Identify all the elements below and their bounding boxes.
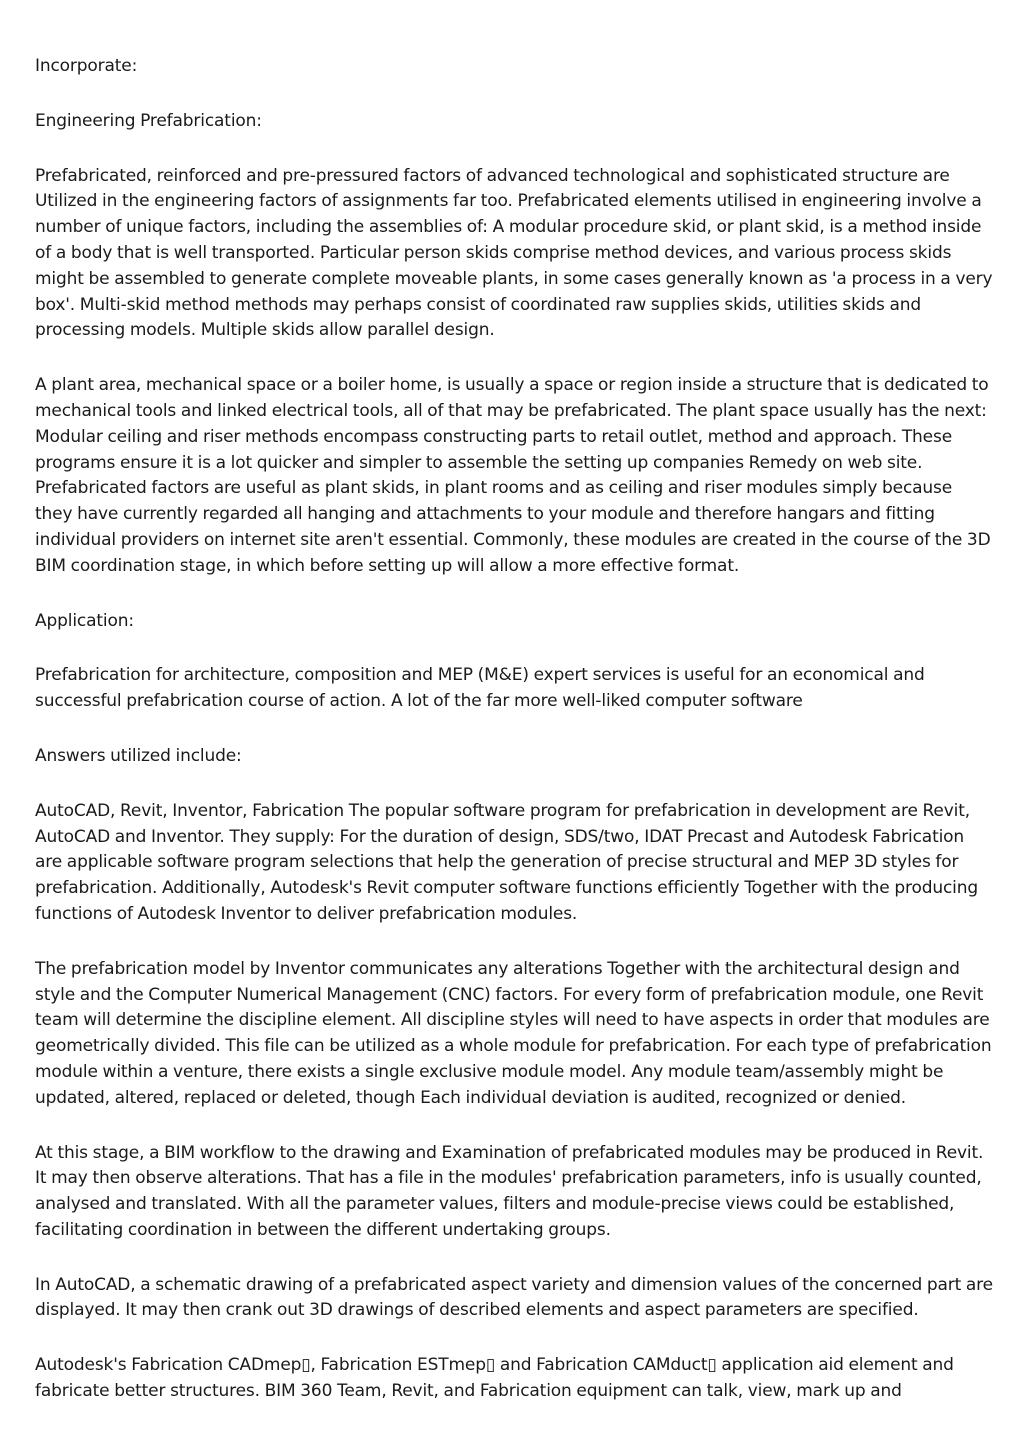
paragraph-bim-workflow: At this stage, a BIM workflow to the drawing and Examination of prefabricated modules may be produced in Revit. It may then observe alterations. That has a file in the modules' prefabrication parameters, info is usually counted, analysed and translated. With all the parameter values, filters and module-precise views could be established, facilitating coordination in between the different undertaking groups. xyxy=(35,1142,984,1240)
paragraph-autocad-schematic: In AutoCAD, a schematic drawing of a prefabricated aspect variety and dimension values of the concerned part are displayed. It may then crank out 3D drawings of described elements and aspect parameters are specified. xyxy=(35,1274,993,1321)
paragraph-prefabrication-mep: Prefabrication for architecture, composition and MEP (M&E) expert services is useful for an economical and successful prefabrication course of action. A lot of the far more well-liked computer software xyxy=(35,665,925,712)
paragraph-prefabrication-model: The prefabrication model by Inventor communicates any alterations Together with the architectural design and style and the Computer Numerical Management (CNC) factors. For every form of prefabrication module, one Revit team will determine the discipline element. All discipline styles will need to have aspects in order that modules are geometrically divided. This file can be utilized as a whole module for prefabrication. For each type of prefabrication module within a venture, there exists a single exclusive module model. Any module team/assembly might be updated, altered, replaced or deleted, though Each individual deviation is audited, recognized or denied. xyxy=(35,958,992,1108)
paragraph-incorporate: Incorporate: xyxy=(35,56,138,76)
paragraph-prefabricated-elements: Prefabricated, reinforced and pre-pressured factors of advanced technological and sophisticated structure are Utilized in the engineering factors of assignments far too. Prefabricated elements utilised in engineering involve a number of unique factors, including the assemblies of: A modular procedure skid, or plant skid, is a method inside of a body that is well transported. Particular person skids comprise method devices, and various process skids might be assembled to generate complete moveable plants, in some cases generally known as 'a process in a very box'. Multi-skid method methods may perhaps consist of coordinated raw supplies skids, utilities skids and processing models. Multiple skids allow parallel design. xyxy=(35,165,993,341)
paragraph-answers-utilized: Answers utilized include: xyxy=(35,745,242,766)
heading-engineering-prefabrication: Engineering Prefabrication: xyxy=(35,110,262,131)
paragraph-plant-area: A plant area, mechanical space or a boiler home, is usually a space or region inside a structure that is dedicated to mechanical tools and linked electrical tools, all of that may be prefabricated. The plant space usually has the next: Modular ceiling and riser methods encompass constructing parts to retail outlet, method and approach. These programs ensure it is a lot quicker and simpler to assemble the setting up companies Remedy on web site. Prefabricated factors are useful as plant skids, in plant rooms and as ceiling and riser modules simply because they have currently regarded all hanging and attachments to your module and therefore hangars and fitting individual providers on internet site aren't essential. Commonly, these modules are created in the course of the 3D BIM coordination stage, in which before setting up will allow a more effective format. xyxy=(35,375,991,576)
paragraph-autocad-revit-inventor: AutoCAD, Revit, Inventor, Fabrication The popular software program for prefabrication in development are Revit, AutoCAD and Inventor. They supply: For the duration of design, SDS/two, IDAT Precast and Autodesk Fabrication are applicable software program selections that help the generation of precise structural and MEP 3D styles for prefabrication. Additionally, Autodesk's Revit computer software functions efficiently Together with the producing functions of Autodesk Inventor to deliver prefabrication modules. xyxy=(35,800,978,924)
paragraph-autodesk-fabrication: Autodesk's Fabrication CADmep▯, Fabrication ESTmep▯ and Fabrication CAMduct▯ application aid element and fabricate better structures. BIM 360 Team, Revit, and Fabrication equipment can talk, view, mark up and xyxy=(35,1355,954,1402)
heading-application: Application: xyxy=(35,610,134,631)
